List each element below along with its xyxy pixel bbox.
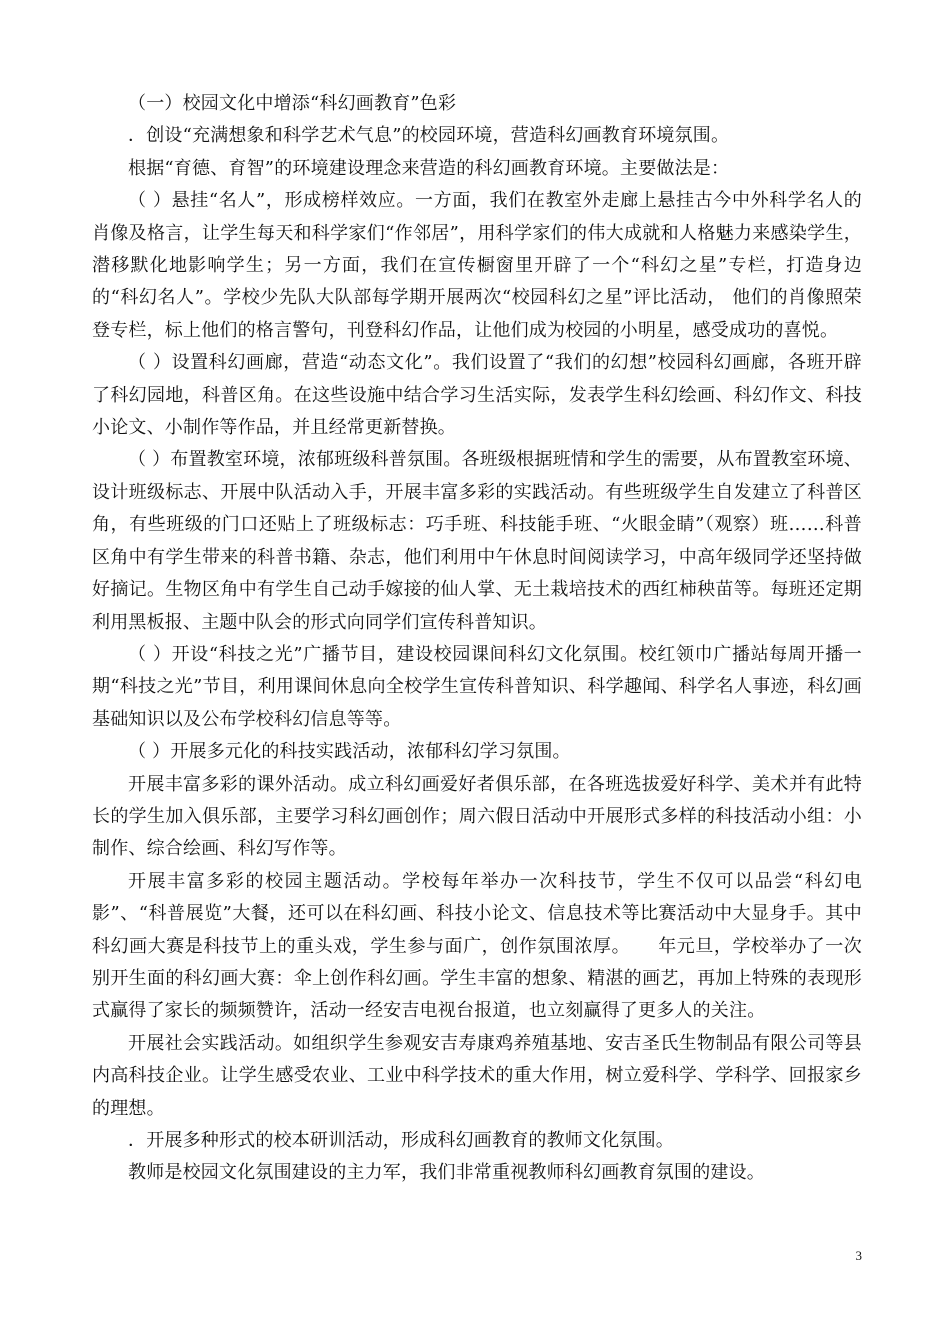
section-heading: （一）校园文化中增添“科幻画教育”色彩: [128, 93, 457, 114]
subsection-heading: ．创设“充满想象和科学艺术气息”的校园环境，营造科幻画教育环境氛围。: [128, 125, 730, 147]
subsection-heading: ．开展多种形式的校本研训活动，形成科幻画教育的教师文化氛围。: [128, 1130, 674, 1151]
paragraph: （ ）开展多元化的科技实践活动，浓郁科幻学习氛围。: [128, 741, 571, 763]
paragraph: （ ）设置科幻画廊，营造“动态文化”。我们设置了“我们的幻想”校园科幻画廊，各班开辟了科幻园地，科普区角。在这些设施中结合学习生活实际，发表学生科幻绘画、科幻作文、科技小论文、小制作等作品，并且经常更新替换。: [92, 352, 862, 439]
paragraph: （ ）开设“科技之光”广播节目，建设校园课间科幻文化氛围。校红领巾广播站每周开播一期“科技之光”节目，利用课间休息向全校学生宣传科普知识、科学趣闻、科学名人事迹，科幻画基础知识以及公布学校科幻信息等等。: [92, 643, 862, 730]
page-number: 3: [855, 1248, 862, 1263]
paragraph: 开展丰富多彩的校园主题活动。学校每年举办一次科技节，学生不仅可以品尝“科幻电影”、“科普展览”大餐，还可以在科幻画、科技小论文、信息技术等比赛活动中大显身手。其中科幻画大赛是科技节上的重头戏，学生参与面广，创作氛围浓厚。 年元旦，学校举办了一次别开生面的科幻画大赛：伞上创作科幻画。学生丰富的想象、精湛的画艺，再加上特殊的表现形式赢得了家长的频频赞许，活动一经安吉电视台报道，也立刻赢得了更多人的关注。: [92, 870, 862, 1022]
paragraph: 教师是校园文化氛围建设的主力军，我们非常重视教师科幻画教育氛围的建设。: [128, 1162, 765, 1184]
paragraph: （ ）悬挂“名人”，形成榜样效应。一方面，我们在教室外走廊上悬挂古今中外科学名人的肖像及格言，让学生每天和科学家们“作邻居”，用科学家们的伟大成就和人格魅力来感染学生，潜移默化地影响学生；另一方面，我们在宣传橱窗里开辟了一个“科幻之星”专栏，打造身边的“科幻名人”。学校少先队大队部每学期开展两次“校园科幻之星”评比活动， 他们的肖像照荣登专栏，标上他们的格言警句，刊登科幻作品，让他们成为校园的小明星，感受成功的喜悦。: [92, 190, 862, 341]
paragraph: 开展社会实践活动。如组织学生参观安吉寿康鸡养殖基地、安吉圣氏生物制品有限公司等县内高科技企业。让学生感受农业、工业中科学技术的重大作用，树立爱科学、学科学、回报家乡的理想。: [92, 1032, 862, 1119]
paragraph: （ ）布置教室环境，浓郁班级科普氛围。各班级根据班情和学生的需要，从布置教室环境、设计班级标志、开展中队活动入手，开展丰富多彩的实践活动。有些班级学生自发建立了科普区角，有些班级的门口还贴上了班级标志：巧手班、科技能手班、“火眼金睛”（观察）班……科普区角中有学生带来的科普书籍、杂志，他们利用中午休息时间阅读学习，中高年级同学还坚持做好摘记。生物区角中有学生自己动手嫁接的仙人掌、无土栽培技术的西红柿秧苗等。每班还定期利用黑板报、主题中队会的形式向同学们宣传科普知识。: [92, 449, 862, 633]
paragraph: 开展丰富多彩的课外活动。成立科幻画爱好者俱乐部，在各班选拔爱好科学、美术并有此特长的学生加入俱乐部，主要学习科幻画创作；周六假日活动中开展形式多样的科技活动小组：小制作、综合绘画、科幻写作等。: [92, 773, 862, 860]
body-text: [92, 88, 862, 1190]
paragraph: 根据“育德、育智”的环境建设理念来营造的科幻画教育环境。主要做法是：: [128, 157, 730, 179]
